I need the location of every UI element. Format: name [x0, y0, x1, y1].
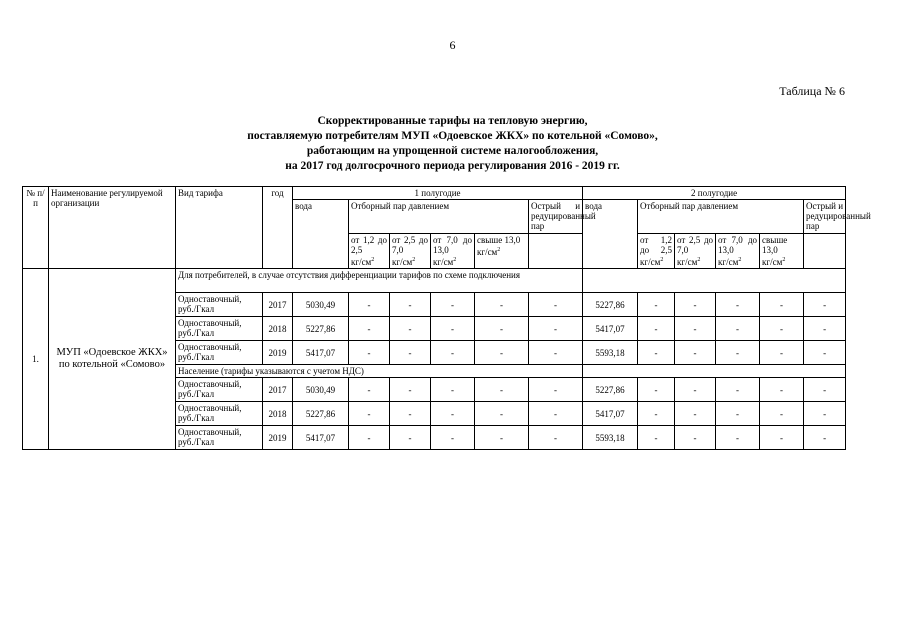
- dash-cell: -: [529, 378, 583, 402]
- pressure-value: от 7,0 до 13,0: [718, 235, 758, 255]
- dash-cell: -: [716, 378, 760, 402]
- dash-cell: -: [675, 426, 716, 450]
- pressure-unit: кг/см: [433, 257, 454, 267]
- pressure-range-4b: [760, 234, 804, 269]
- tariff-table: [22, 186, 871, 450]
- dash-cell: -: [638, 402, 675, 426]
- pressure-value: от 7,0 до 13,0: [433, 235, 472, 255]
- pressure-unit-sup: 2: [412, 257, 416, 263]
- title-line: работающим на упрощенной системе налогообложения,: [306, 145, 599, 157]
- dash-cell: -: [716, 293, 760, 317]
- pressure-unit: кг/см: [392, 257, 413, 267]
- pressure-unit-sup: 2: [660, 257, 664, 263]
- section-title-text: Для потребителей, в случае отсутствия дифференциации тарифов по схеме подключения: [178, 270, 521, 280]
- table-label: Таблица № 6: [779, 84, 845, 98]
- dash-cell: -: [716, 341, 760, 365]
- section-empty: [583, 365, 846, 378]
- water-value-2: 5593,18: [583, 341, 638, 365]
- tariff-type: Одноставочный, руб./Гкал: [176, 293, 263, 317]
- water-value-1: 5227,86: [293, 317, 349, 341]
- dash-cell: -: [529, 402, 583, 426]
- dash-cell: -: [431, 317, 475, 341]
- pressure-range-3b: [716, 234, 760, 269]
- pressure-unit: кг/см: [762, 257, 783, 267]
- dash-cell: -: [804, 426, 846, 450]
- section-title: [176, 269, 583, 293]
- title-line: на 2017 год долгосрочного периода регулирования 2016 - 2019 гг.: [285, 160, 620, 172]
- year: 2017: [263, 378, 293, 402]
- pressure-unit: кг/см: [351, 257, 372, 267]
- water-value-2: 5227,86: [583, 378, 638, 402]
- water-value-1: 5227,86: [293, 402, 349, 426]
- year: 2018: [263, 402, 293, 426]
- dash-cell: -: [390, 341, 431, 365]
- dash-cell: -: [475, 402, 529, 426]
- water-value-1: 5030,49: [293, 293, 349, 317]
- dash-cell: -: [349, 341, 390, 365]
- header-water-2: вода: [583, 200, 638, 269]
- dash-cell: -: [431, 378, 475, 402]
- dash-cell: -: [349, 426, 390, 450]
- pressure-unit-sup: 2: [371, 257, 375, 263]
- pressure-unit: кг/см: [640, 257, 661, 267]
- header-tariff-type: Вид тарифа: [176, 187, 263, 269]
- pressure-unit-sup: 2: [453, 257, 457, 263]
- dash-cell: -: [804, 293, 846, 317]
- dash-cell: -: [390, 378, 431, 402]
- pressure-range-empty-b: [804, 234, 846, 269]
- dash-cell: -: [390, 426, 431, 450]
- dash-cell: -: [475, 341, 529, 365]
- dash-cell: -: [804, 378, 846, 402]
- dash-cell: -: [638, 293, 675, 317]
- tariff-type: Одноставочный, руб./Гкал: [176, 341, 263, 365]
- dash-cell: -: [529, 293, 583, 317]
- pressure-value: от 2,5 до 7,0: [677, 235, 714, 255]
- water-value-2: 5227,86: [583, 293, 638, 317]
- section-title: Население (тарифы указываются с учетом НДС): [176, 365, 583, 378]
- pressure-unit: кг/см: [677, 257, 698, 267]
- year: 2018: [263, 317, 293, 341]
- dash-cell: -: [475, 317, 529, 341]
- dash-cell: -: [638, 426, 675, 450]
- dash-cell: -: [675, 293, 716, 317]
- dash-cell: -: [349, 378, 390, 402]
- dash-cell: -: [475, 426, 529, 450]
- pressure-range-2a: [390, 234, 431, 269]
- pressure-value: свыше 13,0: [477, 235, 521, 245]
- water-value-2: 5417,07: [583, 317, 638, 341]
- dash-cell: -: [390, 402, 431, 426]
- pressure-unit-sup: 2: [782, 257, 786, 263]
- dash-cell: -: [529, 317, 583, 341]
- tariff-type: Одноставочный, руб./Гкал: [176, 378, 263, 402]
- dash-cell: -: [349, 293, 390, 317]
- dash-cell: -: [760, 341, 804, 365]
- dash-cell: -: [390, 317, 431, 341]
- dash-cell: -: [760, 293, 804, 317]
- header-steam-sharp-1-text: Острый и редуцированный пар: [531, 201, 596, 231]
- pressure-unit: кг/см: [477, 247, 498, 257]
- pressure-unit: кг/см: [718, 257, 739, 267]
- year: 2019: [263, 341, 293, 365]
- dash-cell: -: [431, 402, 475, 426]
- dash-cell: -: [431, 341, 475, 365]
- pressure-range-empty-a: [529, 234, 583, 269]
- dash-cell: -: [638, 317, 675, 341]
- header-row-1: [23, 187, 846, 200]
- dash-cell: -: [716, 317, 760, 341]
- dash-cell: -: [529, 426, 583, 450]
- dash-cell: -: [804, 317, 846, 341]
- dash-cell: -: [475, 293, 529, 317]
- dash-cell: -: [529, 341, 583, 365]
- header-steam-sharp-2: Острый и редуцированный пар: [804, 200, 846, 234]
- pressure-range-2b: [675, 234, 716, 269]
- header-steam-selected-1: Отборный пар давлением: [349, 200, 529, 234]
- pressure-unit-sup: 2: [697, 257, 701, 263]
- pressure-unit-sup: 2: [497, 247, 501, 253]
- header-half2: 2 полугодие: [583, 187, 846, 200]
- pressure-range-4a: [475, 234, 529, 269]
- dash-cell: -: [804, 341, 846, 365]
- dash-cell: -: [675, 378, 716, 402]
- dash-cell: -: [431, 293, 475, 317]
- dash-cell: -: [716, 402, 760, 426]
- header-year: год: [263, 187, 293, 269]
- dash-cell: -: [638, 341, 675, 365]
- dash-cell: -: [390, 293, 431, 317]
- tariff-type: Одноставочный, руб./Гкал: [176, 426, 263, 450]
- dash-cell: -: [349, 317, 390, 341]
- pressure-unit-sup: 2: [738, 257, 742, 263]
- section-empty: [583, 269, 846, 293]
- tariff-type: Одноставочный, руб./Гкал: [176, 402, 263, 426]
- dash-cell: -: [760, 402, 804, 426]
- title-line: поставляемую потребителям МУП «Одоевское ЖКХ» по котельной «Сомово»,: [247, 130, 658, 142]
- pressure-value: свыше 13,0: [762, 235, 788, 255]
- tariff-type: Одноставочный, руб./Гкал: [176, 317, 263, 341]
- water-value-2: 5593,18: [583, 426, 638, 450]
- section-row: [23, 269, 846, 293]
- dash-cell: -: [349, 402, 390, 426]
- header-num: № п/п: [23, 187, 49, 269]
- year: 2017: [263, 293, 293, 317]
- dash-cell: -: [760, 378, 804, 402]
- row-number: 1.: [23, 269, 49, 450]
- dash-cell: -: [675, 341, 716, 365]
- dash-cell: -: [804, 402, 846, 426]
- header-steam-selected-2: Отборный пар давлением: [638, 200, 804, 234]
- header-half1: 1 полугодие: [293, 187, 583, 200]
- pressure-range-1b: [638, 234, 675, 269]
- water-value-1: 5030,49: [293, 378, 349, 402]
- page-number: 6: [449, 38, 456, 52]
- pressure-range-3a: [431, 234, 475, 269]
- pressure-value: от 1,2 до 2,5: [351, 235, 387, 255]
- water-value-2: 5417,07: [583, 402, 638, 426]
- dash-cell: -: [675, 317, 716, 341]
- dash-cell: -: [475, 378, 529, 402]
- water-value-1: 5417,07: [293, 341, 349, 365]
- dash-cell: -: [760, 426, 804, 450]
- dash-cell: -: [431, 426, 475, 450]
- document-title: [0, 114, 905, 174]
- title-line: Скорректированные тарифы на тепловую энергию,: [317, 115, 588, 127]
- dash-cell: -: [760, 317, 804, 341]
- dash-cell: -: [716, 426, 760, 450]
- dash-cell: -: [675, 402, 716, 426]
- header-water-1: вода: [293, 200, 349, 269]
- pressure-value: от 1,2 до 2,5: [640, 235, 673, 255]
- org-name-cell: МУП «Одоевское ЖКХ» по котельной «Сомово»: [49, 269, 176, 450]
- header-org-name: Наименование регулируемой организации: [49, 187, 176, 269]
- water-value-1: 5417,07: [293, 426, 349, 450]
- year: 2019: [263, 426, 293, 450]
- pressure-range-1a: [349, 234, 390, 269]
- dash-cell: -: [638, 378, 675, 402]
- pressure-value: от 2,5 до 7,0: [392, 235, 428, 255]
